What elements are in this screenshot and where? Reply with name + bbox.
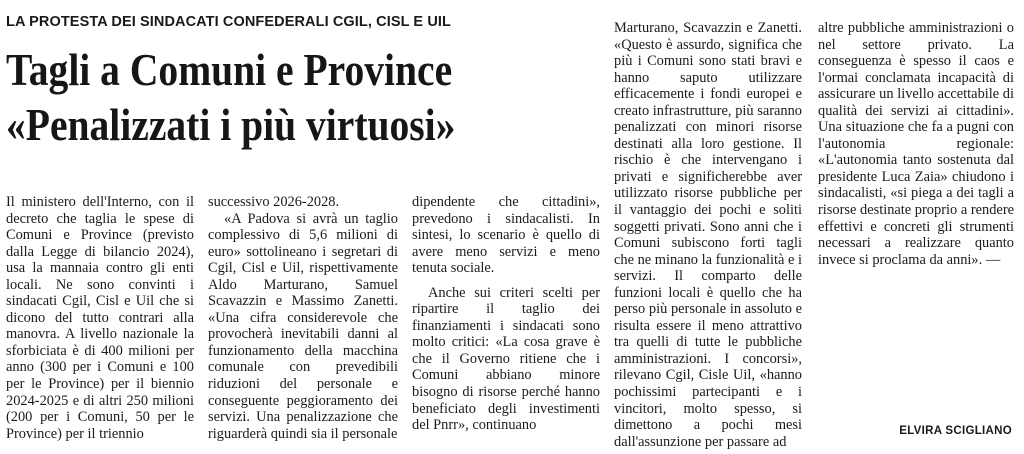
article-column-5: [818, 20, 1014, 420]
article-kicker: LA PROTESTA DEI SINDACATI CONFEDERALI CGIL, CISL E UIL: [6, 14, 451, 30]
headline-line-2: «Penalizzati i più virtuosi»: [6, 99, 456, 150]
article-column-1: [6, 194, 194, 449]
article-paragraph-continued: Marturano, Scavazzin e Zanetti. «Questo è assurdo, significa che più i Comuni sono stati bravi e hanno saputo utilizzare efficacemente i fondi europei e creato infrastrutture, più saranno penalizzati con minori risorse destinati alla loro gestione. Il rischio è che intervengano i privati e significherebbe aver utilizzato risorse pubbliche per il vantaggio dei pochi e soliti soggetti privati. Sono anni che i Comuni subiscono forti tagli che ne minano la funzionalità e i servizi. Il comparto delle funzioni locali è quello che ha perso più personale in assoluto e risulta essere il meno attrattivo tra quelli di tutte le pubbliche amministrazioni. I concorsi», rilevano Cgil, Cisle Uil, «hanno pochissimi partecipanti e i vincitori, molto spesso, si dimettono a pochi mesi dall'assunzione per passare ad: [614, 20, 802, 450]
article-paragraph-continued: successivo 2026-2028.: [208, 194, 340, 210]
author-byline: ELVIRA SCIGLIANO: [899, 425, 1012, 437]
article-paragraph-2: «A Padova si avrà un taglio complessivo di 5,6 milioni di euro» sottolineano i segretari di Cgil, Cisl e Uil, rispettivamente Aldo Marturano, Samuel Scavazzin e Massimo Zanetti. «Una cifra considerevole che provocherà inevitabili danni al funzionamento della macchina comunale con prevedibili riduzioni del personale e conseguente peggioramento dei servizi. Una penalizzazione che riguarderà quindi sia il personale: [208, 210, 398, 442]
article-column-2: [208, 194, 398, 449]
article-paragraph-continued: altre pubbliche amministrazioni o nel settore privato. La conseguenza è spesso il caos e l'ormai conclamata incapacità di assicurare un livello accettabile di qualità dei servizi ai cittadini». Una situazione che fa a pugni con l'autonomia regionale: «L'autonomia tanto sostenuta dal presidente Luca Zaia» chiudono i sindacalisti, «si piega a dei tagli a risorse destinate proprio a rendere effettivi e concreti gli strumenti necessari a realizzare quanto invece si proclama da anni». —: [818, 20, 1014, 268]
article-paragraph-3: Anche sui criteri scelti per ripartire il taglio dei finanziamenti i sindacati sono molto critici: «La cosa grave è che il Governo ritiene che i Comuni abbiano minore bisogno di risorse perché hanno beneficiato degli investimenti del Pnrr», continuano: [412, 284, 600, 434]
article-column-4: [614, 20, 802, 450]
article-column-3: [412, 194, 600, 449]
article-headline: [6, 42, 522, 152]
article-paragraph-continued: dipendente che cittadini», prevedono i sindacalisti. In sintesi, lo scenario è quello di avere meno servizi e meno tenuta sociale.: [412, 194, 600, 277]
article-paragraph-1: Il ministero dell'Interno, con il decreto che taglia le spese di Comuni e Province (previsto dalla Legge di bilancio 2024), usa la mannaia contro gli enti locali. Ne sono convinti i sindacati Cgil, Cisl e Uil che si dicono del tutto contrari alla manovra. A livello nazionale la sforbiciata è di 400 milioni per anno (300 per i Comuni e 100 per le Province) per il biennio 2024-2025 e di altri 250 milioni (200 per i Comuni, 50 per le Province) per il triennio: [6, 194, 194, 442]
headline-line-1: Tagli a Comuni e Province: [6, 44, 453, 95]
